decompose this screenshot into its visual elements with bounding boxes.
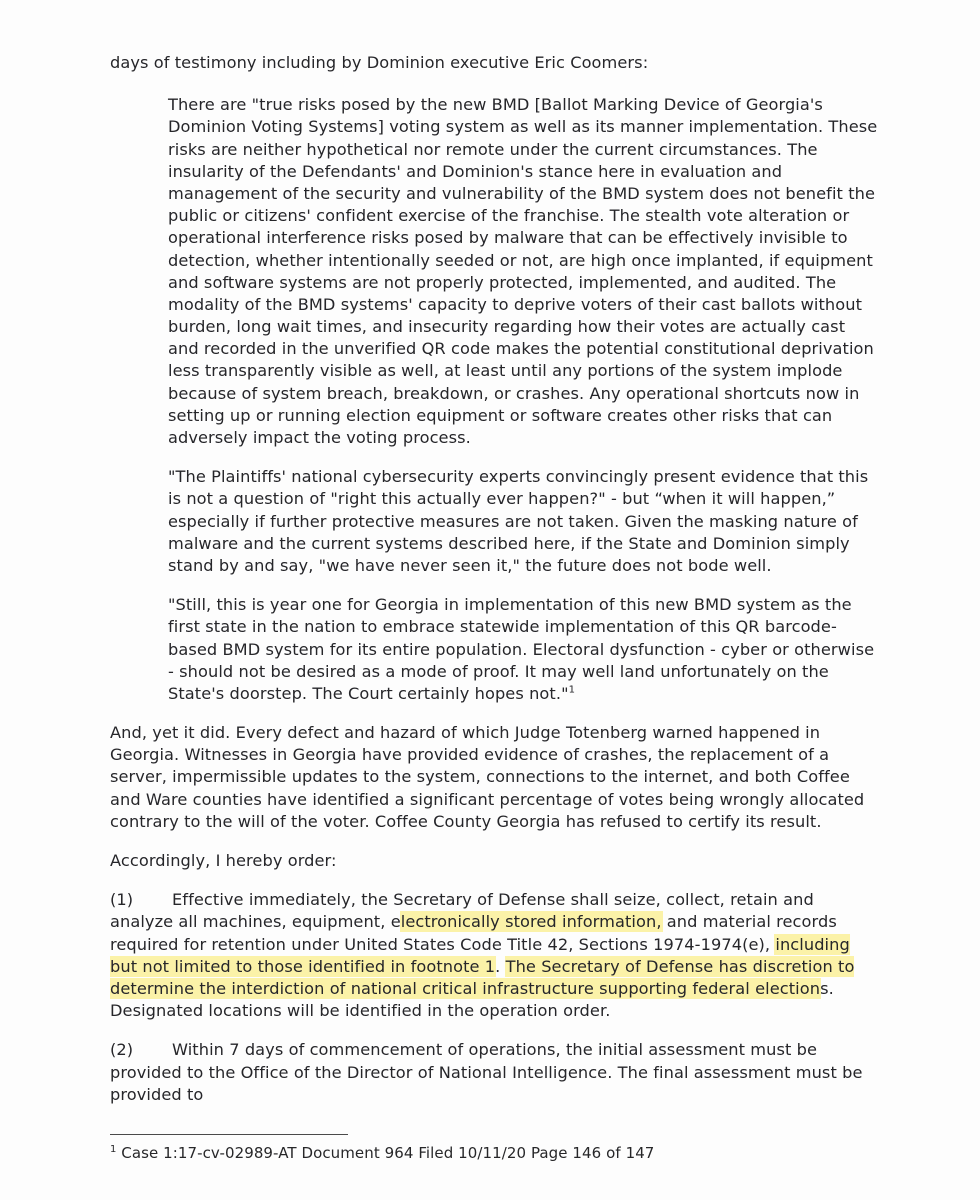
plain-text: s. Designated locations will be identified in the operation order. <box>110 978 834 1021</box>
footnote-marker: 1 <box>110 1144 117 1155</box>
footnote-text: Case 1:17-cv-02989-AT Document 964 Filed 10/11/20 Page 146 of 147 <box>116 1144 655 1162</box>
order-text-2 <box>110 1040 863 1103</box>
footnote-divider <box>110 1134 348 1135</box>
lead-line: days of testimony including by Dominion executive Eric Coomers: <box>110 53 649 72</box>
footnote <box>110 1144 880 1162</box>
document-body <box>110 52 880 1106</box>
paragraph-after-quotes: And, yet it did. Every defect and hazard of which Judge Totenberg warned happened in Georgia. Witnesses in Georgia have provided evidence of crashes, the replacement of a server, impermissible updates to the system, connections to the internet, and both Coffee and Ware counties have identified a significant percentage of votes being wrongly allocated contrary to the will of the voter. Coffee County Georgia has refused to certify its result. <box>110 723 865 831</box>
plain-text: . <box>495 956 506 976</box>
highlighted-text: lectronically stored information, <box>400 912 662 932</box>
footnote-area <box>110 1118 880 1162</box>
plain-text: and material records required for retention under United States Code Title 42, Sections 1974-1974(e), <box>110 912 837 954</box>
order-item-1 <box>110 889 880 1022</box>
block-quote-3-text: "Still, this is year one for Georgia in implementation of this new BMD system as the first state in the nation to embrace statewide implementation of this QR barcode-based BMD system for its entire population. Electoral dysfunction - cyber or otherwise - should not be desired as a mode of proof. It may well land unfortunately on the State's doorstep. The Court certainly hopes not." <box>168 595 875 703</box>
block-quote-1: There are "true risks posed by the new BMD [Ballot Marking Device of Georgia's Dominion Voting Systems] voting system as well as its manner implementation. These risks are neither hypothetical nor remote under the current circumstances. The insularity of the Defendants' and Dominion's stance here in evaluation and management of the security and vulnerability of the BMD system does not benefit the public or citizens' confident exercise of the franchise. The stealth vote alteration or operational interference risks posed by malware that can be effectively invisible to detection, whether intentionally seeded or not, are high once implanted, if equipment and software systems are not properly protected, implemented, and audited. The modality of the BMD systems' capacity to deprive voters of their cast ballots without burden, long wait times, and insecurity regarding how their votes are actually cast and recorded in the unverified QR code makes the potential constitutional deprivation less transparently visible as well, at least until any portions of the system implode because of system breach, breakdown, or crashes. Any operational shortcuts now in setting up or running election equipment or software creates other risks that can adversely impact the voting process. <box>168 95 878 447</box>
highlighted-text: including but not limited to those identified in footnote 1 <box>110 934 850 976</box>
order-item-2 <box>110 1039 880 1106</box>
block-quote-2: "The Plaintiffs' national cybersecurity experts convincingly present evidence that this is not a question of "right this actually ever happen?" - but “when it will happen,” especially if further protective measures are not taken. Given the masking nature of malware and the current systems described here, if the State and Dominion simply stand by and say, "we have never seen it," the future does not bode well. <box>168 467 869 575</box>
order-text-1 <box>110 890 854 1020</box>
plain-text: Within 7 days of commencement of operations, the initial assessment must be provided to the Office of the Director of National Intelligence. The final assessment must be provided to <box>110 1040 863 1104</box>
plain-text: Effective immediately, the Secretary of Defense shall seize, collect, retain and analyze all machines, equipment, e <box>110 890 814 932</box>
order-number-1: (1) <box>110 890 134 910</box>
order-intro: Accordingly, I hereby order: <box>110 851 337 870</box>
highlighted-text: The Secretary of Defense has discretion to determine the interdiction of national critical infrastructure supporting federal election <box>110 956 855 998</box>
order-number-2: (2) <box>110 1040 134 1060</box>
quote-footnote-marker: 1 <box>568 684 576 696</box>
block-quote-3 <box>168 594 880 705</box>
